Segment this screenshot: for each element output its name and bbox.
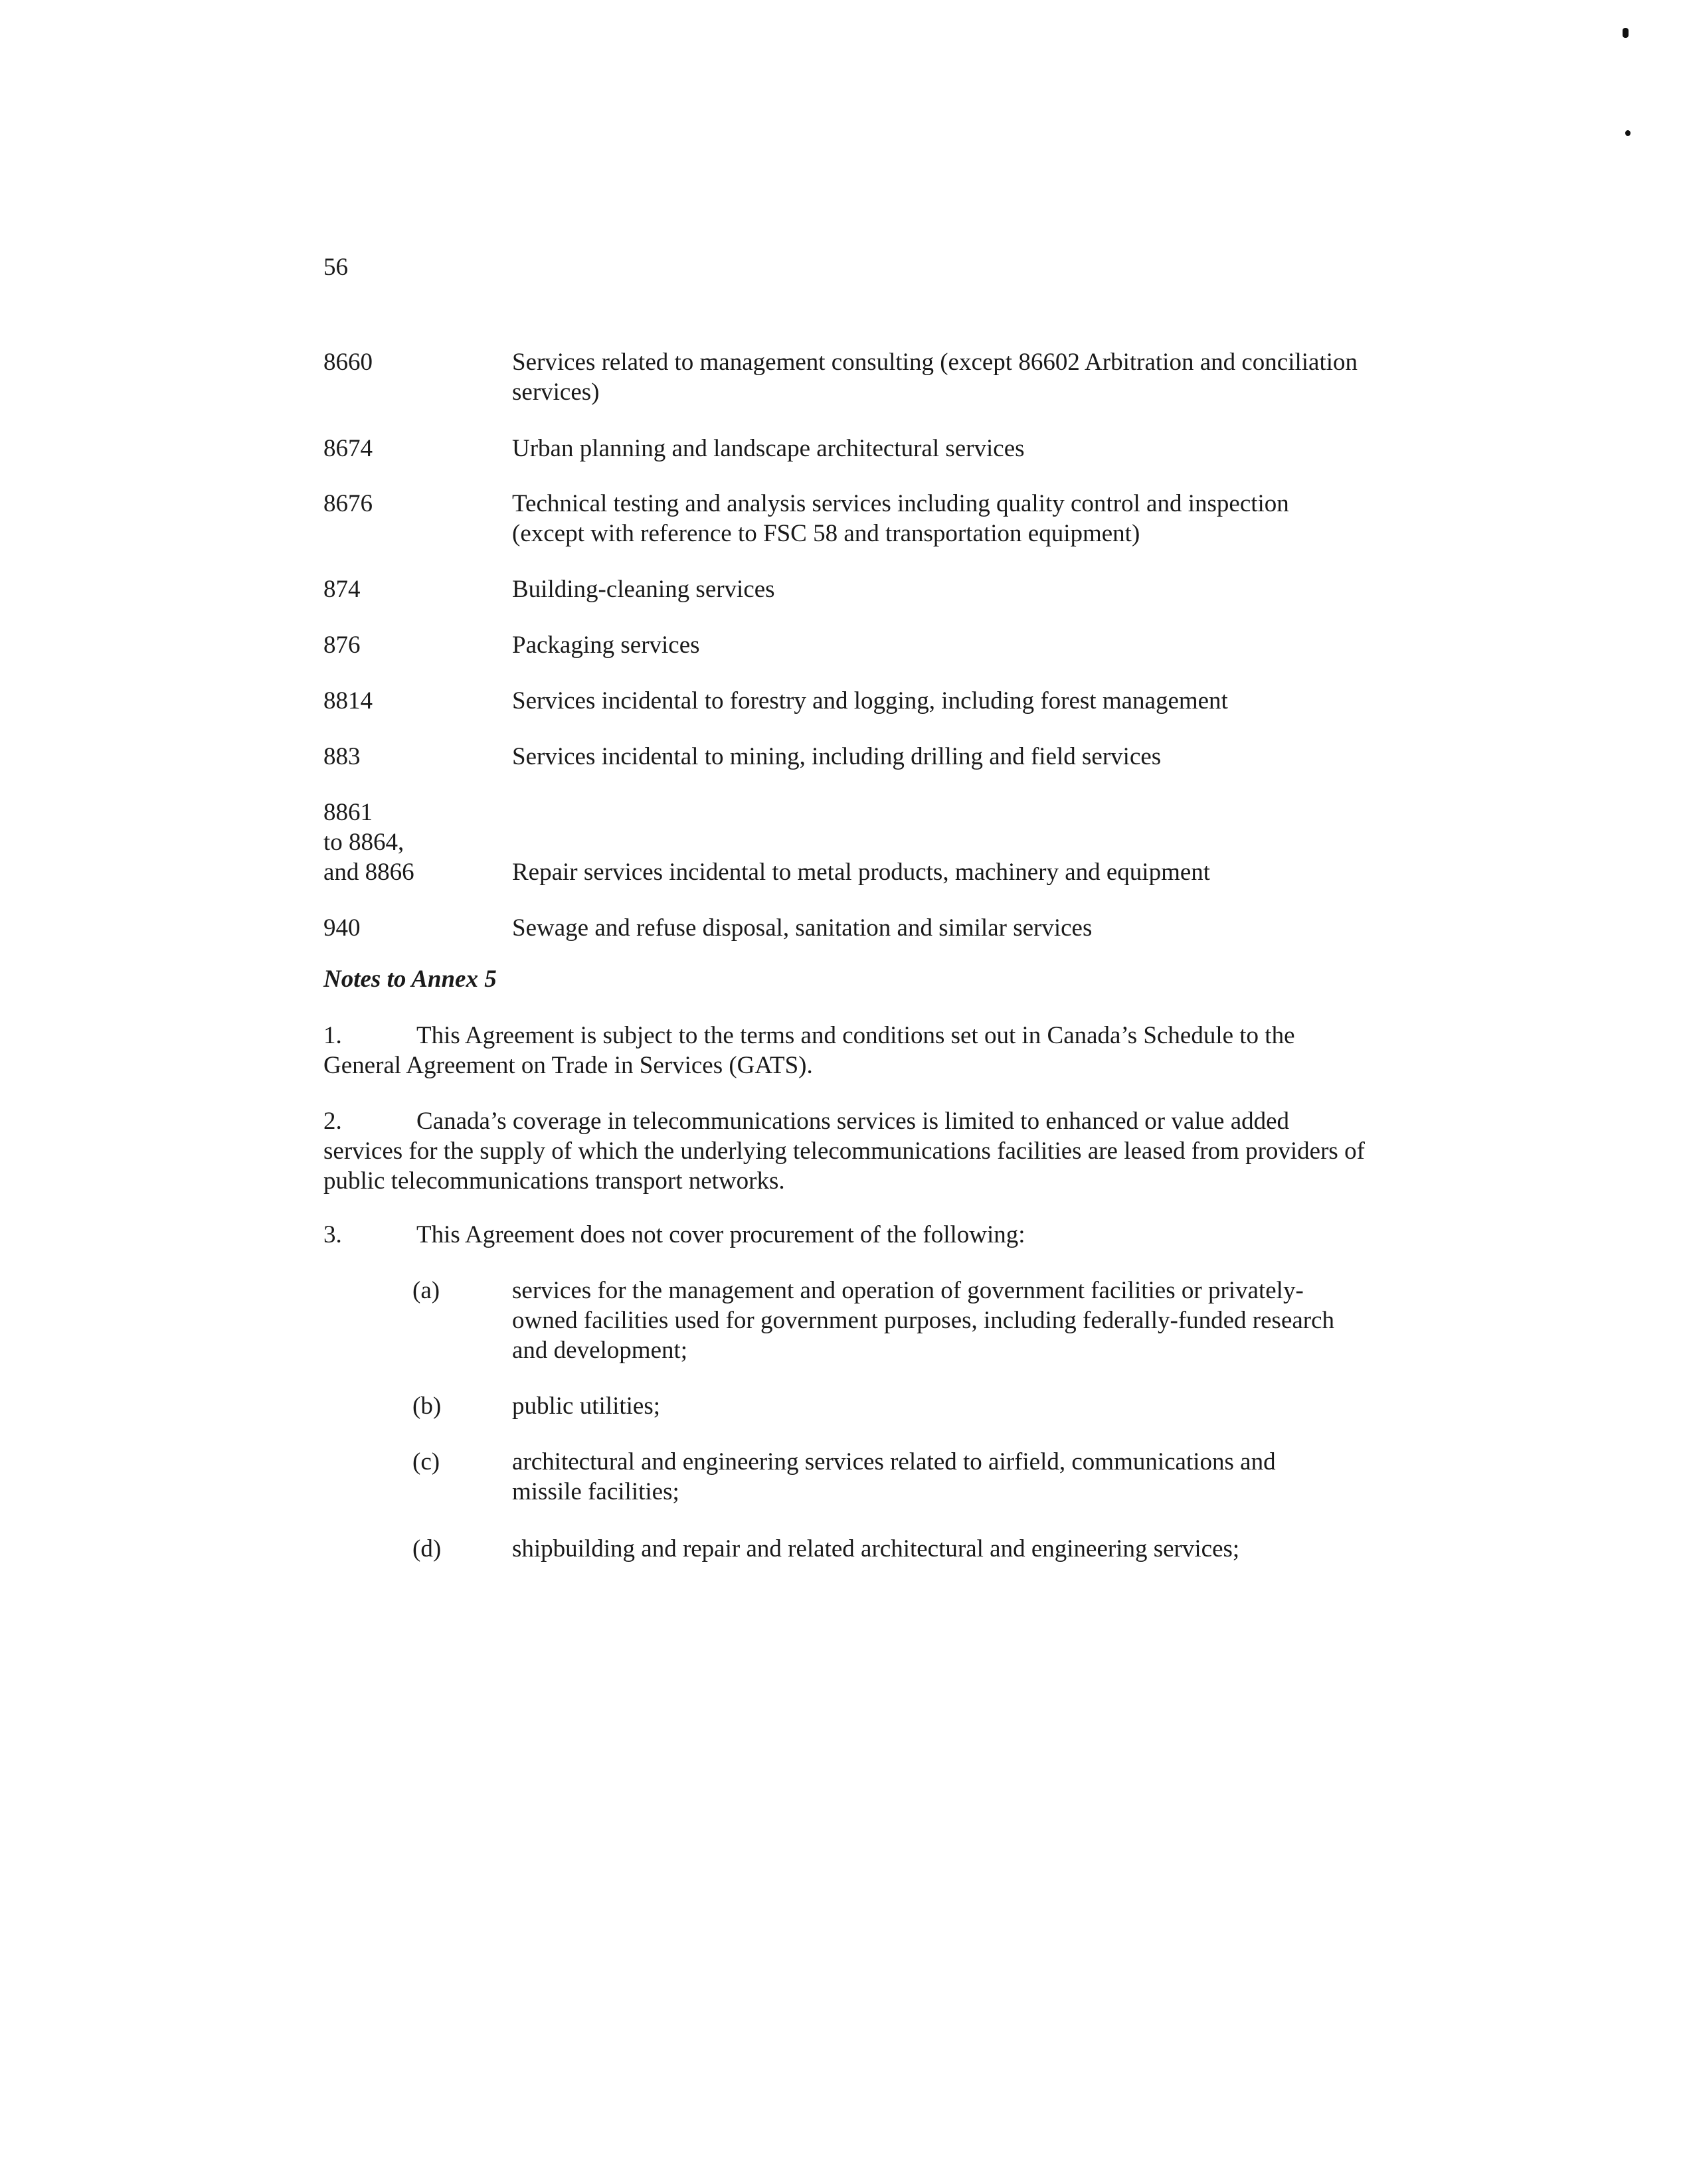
page-number: 56 bbox=[323, 254, 348, 281]
note-text: This Agreement does not cover procurement of the following: bbox=[416, 1221, 1025, 1248]
service-description: Urban planning and landscape architectural services bbox=[512, 435, 1025, 462]
service-code-line: to 8864, bbox=[323, 829, 404, 856]
service-description: Technical testing and analysis services including quality control and inspection (except with reference to FSC 58 and transportation equipment) bbox=[512, 490, 1289, 547]
note-item bbox=[323, 1106, 1366, 1196]
subitem-label: (d) bbox=[412, 1535, 442, 1562]
service-code-line: 8861 bbox=[323, 799, 373, 826]
subitem-text: public utilities; bbox=[512, 1392, 661, 1420]
service-code: 940 bbox=[323, 914, 361, 942]
service-description: Sewage and refuse disposal, sanitation and similar services bbox=[512, 914, 1093, 942]
subitem-text: services for the management and operation of government facilities or privately-owned facilities used for government purposes, including federally-funded research and development; bbox=[512, 1277, 1335, 1364]
subitem-label: (a) bbox=[412, 1277, 440, 1304]
service-description: Services incidental to forestry and logging, including forest management bbox=[512, 687, 1228, 714]
service-code: 883 bbox=[323, 743, 361, 770]
service-description: Services related to management consulting (except 86602 Arbitration and conciliation services) bbox=[512, 349, 1358, 406]
subitem-label: (b) bbox=[412, 1392, 442, 1420]
scan-mark bbox=[1625, 130, 1631, 136]
subitem-label: (c) bbox=[412, 1448, 440, 1475]
note-number: 3. bbox=[323, 1221, 342, 1248]
service-code: 8674 bbox=[323, 435, 373, 462]
service-description: Building-cleaning services bbox=[512, 576, 775, 603]
note-number: 2. bbox=[323, 1108, 342, 1135]
service-description: Repair services incidental to metal products, machinery and equipment bbox=[512, 859, 1211, 886]
notes-heading: Notes to Annex 5 bbox=[323, 966, 497, 993]
service-code bbox=[323, 798, 503, 887]
subitem-text: shipbuilding and repair and related architectural and engineering services; bbox=[512, 1535, 1240, 1562]
note-item bbox=[323, 1021, 1366, 1080]
note-text: This Agreement is subject to the terms and conditions set out in Canada’s Schedule to the General Agreement on Trade in Services (GATS). bbox=[323, 1022, 1295, 1079]
service-code: 874 bbox=[323, 576, 361, 603]
note-number: 1. bbox=[323, 1022, 342, 1049]
subitem-text: architectural and engineering services related to airfield, communications and missile facilities; bbox=[512, 1448, 1276, 1505]
service-code: 8814 bbox=[323, 687, 373, 714]
service-description: Services incidental to mining, including drilling and field services bbox=[512, 743, 1162, 770]
note-item bbox=[323, 1220, 1366, 1250]
scan-mark bbox=[1623, 28, 1629, 38]
service-code: 8676 bbox=[323, 490, 373, 517]
service-code: 8660 bbox=[323, 349, 373, 376]
service-description: Packaging services bbox=[512, 631, 700, 659]
service-code: 876 bbox=[323, 631, 361, 659]
note-text: Canada’s coverage in telecommunications services is limited to enhanced or value added services for the supply of which the underlying telecommunications facilities are leased from providers of public telecommunications transport networks. bbox=[323, 1108, 1365, 1195]
service-code-line: and 8866 bbox=[323, 859, 414, 886]
